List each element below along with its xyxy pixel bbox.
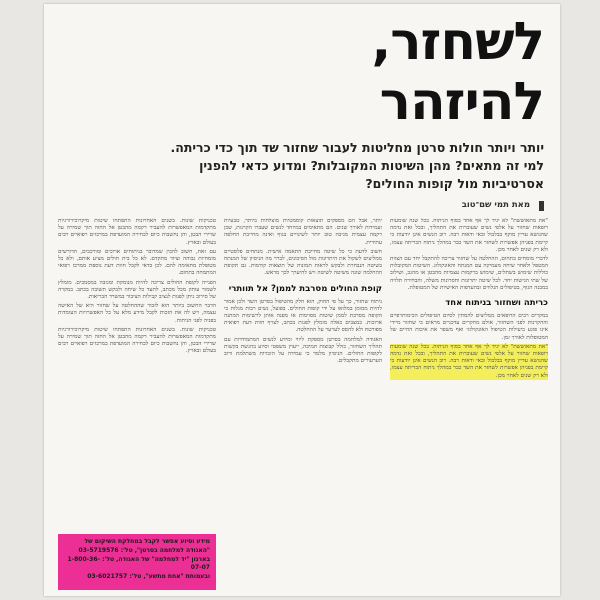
- headline-line-1: לשחזר,: [371, 12, 544, 72]
- paragraph: ניתוח שחזור, כך על פי החוק, הוא חלק מהטיפול בסרטן השד ולכן אמור להיות ממומן במלואו על ידי קופות החולים. בפועל, נשים רבות מגלות כי הקופה מסרבת לממן שיטות מסוימות או מפנה אותן לרשימות המתנה ארוכות. במצבים כאלה מומלץ לפנות בכתב, לצרף חוות דעת רפואית מפורטת ולא להסס לערער על ההחלטה.: [224, 298, 382, 334]
- lede-line-2: למי זה מתאים? מהן השיטות המקובלות? ומדוע כדאי להפנין: [199, 158, 544, 173]
- headline: [74, 12, 544, 132]
- column-middle: [224, 218, 382, 590]
- info-line-3: בארגון "יד למחלמה" של האגודה, טל': 1-800-36-07-07: [67, 556, 210, 571]
- lede: [74, 139, 544, 193]
- lede-line-1: יותר ויותר חולות סרטן מחליטות לעבור שחזור שד תוך כדי כריתה.: [170, 140, 544, 155]
- article-body: [58, 218, 548, 590]
- paragraph: טכניקות שונות. בשנים האחרונות התפתחו שיטות מיקרוכירורגיות מתקדמות המאפשרות להעביר רקמה מהבטן אל החזה תוך שמירה על שרירי הבטן, והן נחשבות כיום לבחירה המועדפת במרכזים רפואיים רבים בעולם ובארץ.: [58, 218, 216, 246]
- byline: מאת תמי שם־טוב: [461, 200, 530, 210]
- paragraph: הדבר החשוב ביותר הוא לזכור שההחלטה על שחזור היא של האישה עצמה, ויש לה את הזכות לקבל מידע מלא על כל האפשרויות העומדות בפניה לפני הניתוח.: [58, 303, 216, 324]
- info-line-4: ובעמותת "אחת מתשע", טל': 03-6021757: [87, 573, 210, 580]
- magazine-page: [44, 4, 560, 596]
- paragraph: חשוב לדעת כי כל שיטה מחייבת התאמה אישית. מנתחים פלסטיים ממליצים לשקול את היתרונות מול הסיכונים, לברר מה הניסיון של המנתח בשיטה הנבחרת ולבקש לראות תמונות של תוצאות קודמות. גם תקופת ההחלמה שונה משיטה לשיטה ויש להיערך לכך מראש.: [224, 248, 382, 277]
- highlighted-paragraph: "את מתאוששת" לא יגיד לך אף אחד בסוף הניתוח. בכל שנה שומעות רופאות שחזור על אלפי נשים שעוברות את התהליך, ובכל זאת נדמה שהנושא עדיין מוקף בבלבול ובאי ודאות רבה. רוב הנשים אינן יודעות כי קיימת בפניהן אפשרות לשחזר את השד כבר במהלך ניתוח הכריתה עצמו, ולא רק שנים לאחר מכן.: [390, 343, 548, 379]
- info-box: [58, 534, 216, 590]
- paragraph: לדברי מומחים בתחום, ההחלטה על שחזור צריכה להתקבל יחד עם הצוות המטפל ולאחר שיחה מעמיקה עם המנתח והאונקולוג. השיטות המקובלות כוללות שימוש בשתלים, שימוש ברקמות עצמיות מהבטן או מהגב, ושילוב של שתי הגישות יחד. לכל שיטה יתרונות וחסרונות משלה, והבחירה תלויה במבנה הגוף, בטיפולים הנלווים ובהעדפות האישיות של המטופלת.: [390, 256, 548, 291]
- paragraph: במקרים רבים הרופאים ממליצים להמתין לסיום הטיפולים הכימותרפיים וההקרנות לפני השחזור, אולם מחקרים עדכניים מראים כי שחזור מיידי אינו פוגע ביעילות הטיפול האונקולוגי ואף משפר את איכות החיים של המטופלות לאורך זמן.: [390, 313, 548, 341]
- subhead-one-surgery: כריתה ושחזור בניתוח אחד: [445, 298, 548, 309]
- paragraph: יותר, אבל הם מספקים תוצאות קוסמטיות מוצלחות ביותר, טבעיות ועמידות לאורך שנים. הם מתאימים במיוחד לנשים שעברו הקרנות, שכן רקמה עצמית מגיבה טוב יותר לשינויים בגוף ואינה מחייבת החלפה עתידית.: [224, 218, 382, 246]
- byline-marker: [539, 201, 544, 211]
- paragraph: עם זאת, חשוב להבין שמדובר בניתוחים ארוכים ומורכבים, הדורשים מומחיות גבוהה וציוד מתקדם. לא כל בית חולים מציע אותם, ולא כל מטופלת מתאימה להם. לכן כדאי לקבל חוות דעת נוספת ממרכז רפואי המתמחה בתחום.: [58, 248, 216, 277]
- paragraph: טכניקות שונות. בשנים האחרונות התפתחו שיטות מיקרוכירורגיות מתקדמות המאפשרות להעביר רקמה מהבטן אל החזה תוך שמירה על שרירי הבטן, והן נחשבות כיום לבחירה המועדפת במרכזים רפואיים רבים בעולם ובארץ.: [58, 326, 216, 355]
- subhead-insurance: קופת החולים מסרבת לממן? אל תוותרי: [228, 283, 382, 294]
- headline-line-2: להיזהר: [379, 72, 544, 132]
- paragraph: "את מתאוששת" לא יגיד לך אף אחד בסוף הניתוח. בכל שנה שומעות רופאות שחזור על אלפי נשים שעוברות את התהליך, ובכל זאת נדמה שהנושא עדיין מוקף בבלבול ובאי ודאות רבה. רוב הנשים אינן יודעות כי קיימת בפניהן אפשרות לשחזר את השד כבר במהלך ניתוח הכריתה עצמו, ולא רק שנים לאחר מכן.: [390, 218, 548, 253]
- column-right: [390, 218, 548, 590]
- lede-line-3: אסרטיביות מול קופות החולים?: [365, 176, 544, 191]
- paragraph: האגודה למלחמה בסרטן מספקת ליווי ומידע לנשים המתמודדות עם תהליך השחזור, כולל קבוצות תמיכה, ייעוץ משפטי וסיוע בהגשת בקשות לקופות החולים. הניסיון מלמד כי עמידה על הזכויות משתלמת ורוב הערעורים מתקבלים.: [224, 336, 382, 365]
- info-line-2: "האגודה למלחמה בסרטן", טל': 03-5719576: [78, 547, 210, 554]
- paragraph: הפנייה לקופת החולים צריכה להיות מנומקת ומגובה במסמכים. מומלץ לשמור עותק מכל מכתב, לתעד כל שיחה ולבקש תשובה בכתב. במקרה של סירוב ניתן לפנות לנציב קבילות הציבור במשרד הבריאות.: [58, 279, 216, 301]
- info-line-1: מידע וסיוע אפשר לקבל במחלקת השיקום של: [84, 538, 210, 545]
